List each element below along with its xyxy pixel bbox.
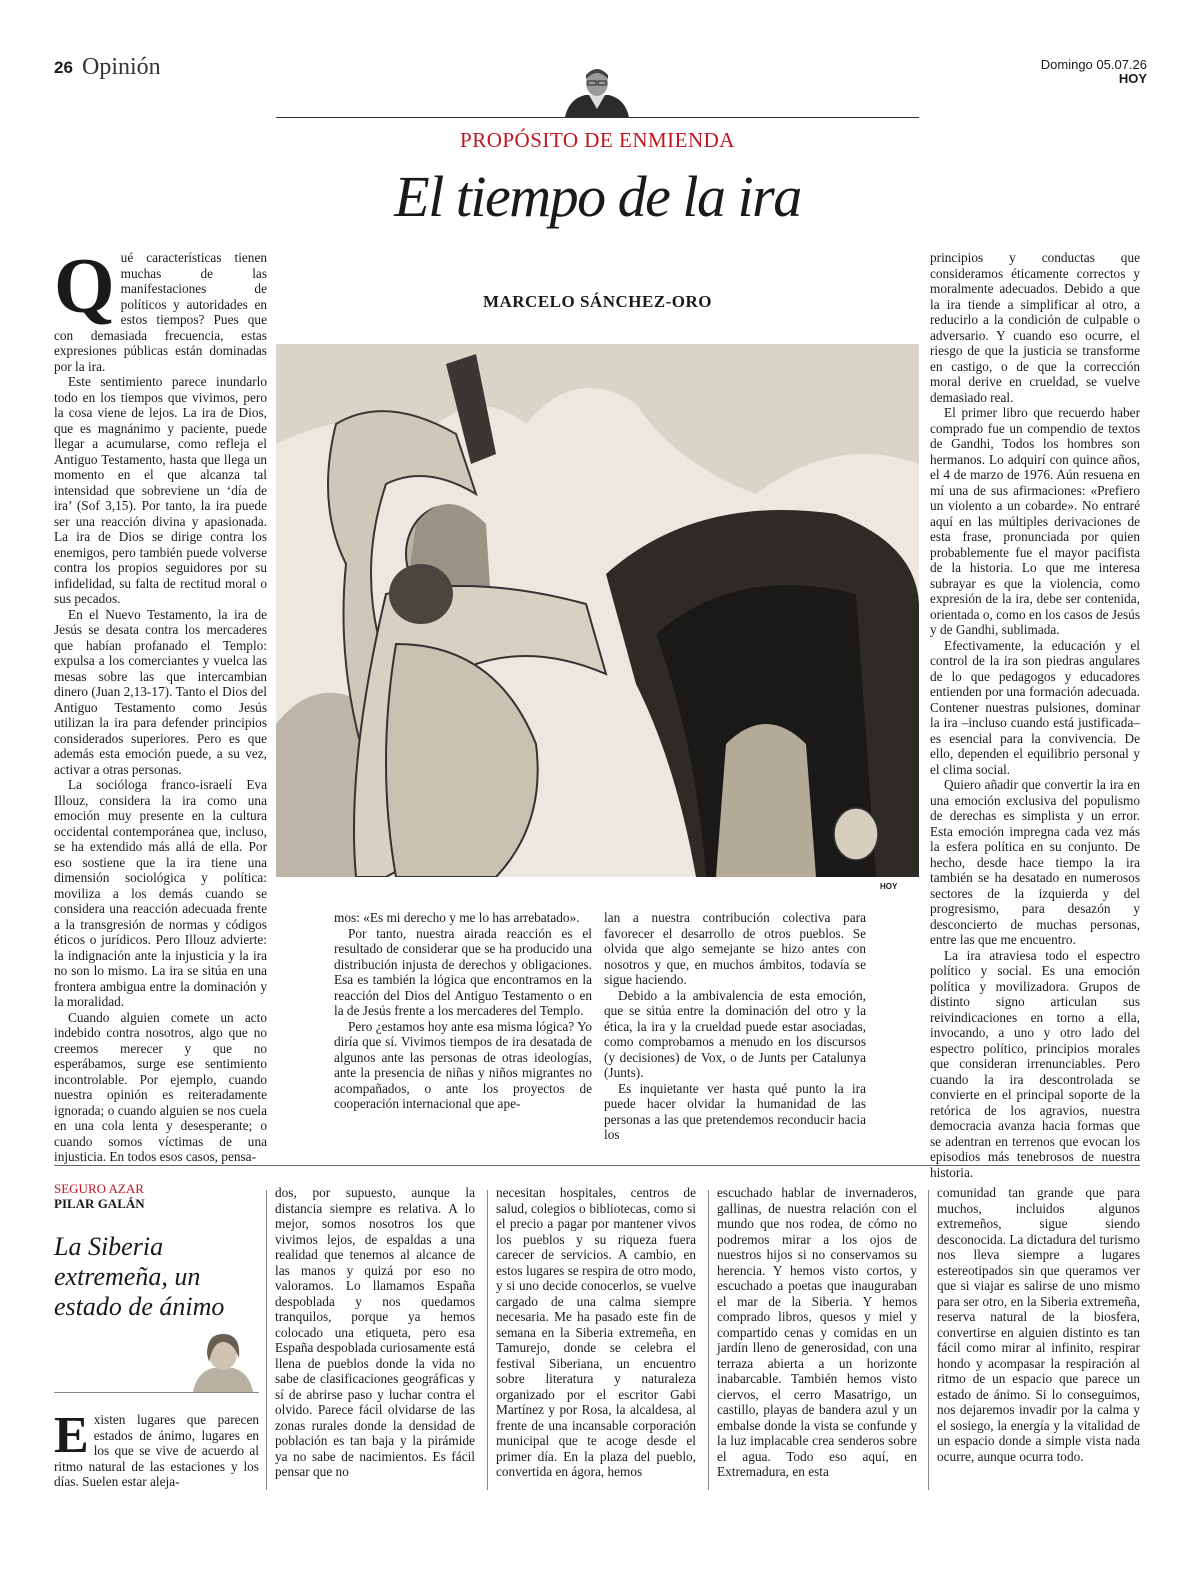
article-column-1: [54, 242, 267, 1165]
author-photo: [187, 1328, 259, 1392]
issue-date: Domingo 05.07.26: [1040, 57, 1147, 72]
second-kicker: SEGURO AZAR: [54, 1181, 144, 1196]
column-rule: [708, 1190, 709, 1490]
paragraph: principios y conductas que consideramos éticamente correctos y moralmente adecuados. Debido a que la ira tiende a simplificar al otro, a reducirlo a la condición de culpable o adversario. Y cuando eso ocurre, el riesgo de que la justicia se transforme en castigo, o de que la corrección moral derive en crueldad, se vuelve demasiado real.: [930, 250, 1140, 405]
paragraph: Por tanto, nuestra airada reacción es el resultado de considerar que se ha producido una distribución injusta de derechos y obligaciones. Esa es también la lógica que encontramos en la reacción del Dios del Antiguo Testamento o en la de Jesús frente a los mercaderes del Templo.: [334, 925, 592, 1018]
article-author: MARCELO SÁNCHEZ-ORO: [482, 292, 713, 311]
paragraph: Pero ¿estamos hoy ante esa misma lógica? Yo diría que sí. Vivimos tiempos de ira desatada de algunos ante las personas de otras ideologías, ante la presencia de niñas y niños migrantes no acompañados, o ante los proyectos de cooperación internacional que ape-: [334, 1018, 592, 1111]
paragraph: En el Nuevo Testamento, la ira de Jesús se desata contra los mercaderes que habían profanado el Templo: expulsa a los comerciantes y vuelca las mesas sobre las que intercambian dinero (Juan 2,13-17). Tanto el Dios del Antiguo Testamento como Jesús utilizan la ira para defender principios considerados superiores. Pero es que además esta emoción puede, a su vez, activar a otras personas.: [54, 606, 267, 777]
paper-name: HOY: [1118, 71, 1147, 86]
paragraph: Este sentimiento parece inundarlo todo en los tiempos que vivimos, pero la cosa viene de lejos. La ira de Dios, que es magnánimo y paciente, puede llegar a acumularse, como refleja el Antiguo Testamento, hasta que llega un momento en el que alcanza tal intensidad que sobreviene un ‘día de ira’ (Sof 3,15). Por tanto, la ira puede ser una reacción divina y apasionada. La ira de Dios se dirige contra los enemigos, pero también puede volverse contra los propios seguidores por su infidelidad, su falta de rectitud moral o sus pecados.: [54, 374, 267, 606]
article-headline: El tiempo de la ira: [394, 164, 801, 229]
paragraph: lan a nuestra contribución colectiva para favorecer el desarrollo de otros pueblos. Se olvida que algo semejante se hizo antes con nosotros y que, en muchos ámbitos, todavía se sigue haciendo.: [604, 910, 866, 987]
article-kicker: PROPÓSITO DE ENMIENDA: [460, 128, 735, 152]
photo-rule: [54, 1392, 259, 1393]
column-rule: [928, 1190, 929, 1490]
header-rule: [276, 117, 919, 118]
date-block: [1041, 58, 1147, 86]
drop-cap: E: [54, 1407, 89, 1464]
paragraph: El primer libro que recuerdo haber comprado fue un compendio de textos de Gandhi, Todos los hombres son hermanos. Lo adquirí con quince años, el 4 de marzo de 1976. Aún resuena en mí una de sus afirmaciones: «Prefiero un violento a un cobarde». No entraré aquí en las múltiples derivaciones de esta frase, pronunciada por quien probablemente fue el mayor pacifista de la historia. Lo que me interesa subrayar es que la violencia, como expresión de la ira, debe ser contenida, orientada o, como en los casos de Jesús y de Gandhi, sublimada.: [930, 405, 1140, 637]
image-credit: HOY: [880, 882, 898, 891]
second-headline: La Siberia extremeña, un estado de ánimo: [54, 1232, 225, 1321]
paragraph: Cuando alguien comete un acto indebido contra nosotros, algo que no creemos merecer y que no esperábamos, surge ese sentimiento incontrolable. Por ejemplo, cuando nuestra opinión es reiteradamente ignorada; o cuando alguien se nos cuela en una cola lenta y desesperante; o cuando somos víctimas de una injusticia. En todos esos casos, pensa-: [54, 1009, 267, 1164]
section-divider: [54, 1165, 1140, 1166]
paragraph: Es inquietante ver hasta qué punto la ira puede hacer olvidar la humanidad de las personas a las que pretendemos reconducir hacia los: [604, 1080, 866, 1142]
article-column-4: [930, 250, 1140, 1180]
section-title: Opinión: [82, 54, 161, 80]
second-column-1: [54, 1407, 259, 1490]
paragraph: mos: «Es mi derecho y me lo has arrebatado».: [334, 910, 580, 925]
paragraph: Quiero añadir que convertir la ira en una emoción exclusiva del populismo de derechas es simplista y un error. Esta emoción impregna cada vez más la esfera política en su conjunto. De hecho, desde hace tiempo la ira también se ha desatado en numerosos sectores de la izquierda y del progresismo, para desazón y desconcierto de muchas personas, entre las que me encuentro.: [930, 777, 1140, 947]
author-portrait: [557, 65, 637, 117]
paragraph: comunidad tan grande que para muchos, incluidos algunos extremeños, sigue siendo desconocida. La dictadura del turismo nos lleva siempre a lugares estereotipados sin que queramos ver que si viajar es salirse de uno mismo para ser otro, en la Siberia extremeña, reserva natural de la biosfera, convertirse en alguien distinto es tan fácil como mirar al infinito, respirar hondo y acompasar la respiración al ritmo de un espacio que parece un estado de ánimo. Si lo conseguimos, nos dejaremos invadir por la calma y el sosiego, la energía y la vitalidad de un espacio donde a simple vista nada ocurre, aunque ocurra todo.: [937, 1185, 1140, 1464]
paragraph: La socióloga franco-israelí Eva Illouz, considera la ira como una emoción muy presente en la cultura occidental contemporánea que, incluso, se ha extendido más allá de ella. Por eso sostiene que la ira tiene una dimensión sociológica y política: moviliza a los demás cuando se considera una reacción adecuada frente a la transgresión de normas y códigos éticos o jurídicos. Pero Illouz advierte: la indignación ante la injusticia y la ira no son lo mismo. La ira se sitúa en una frontera ambigua entre la dominación y la moralidad.: [54, 777, 267, 1009]
drop-cap: Q: [54, 242, 115, 329]
second-column-5: [937, 1185, 1140, 1464]
second-author: PILAR GALÁN: [54, 1196, 145, 1211]
paragraph: escuchado hablar de invernaderos, gallinas, de nuestra relación con el mundo que nos rodea, de cómo no podremos mirar a los ojos de nuestros hijos si no conservamos su herencia. Y hemos visto cortos, y escuchado a poetas que inauguraban el mar de la Siberia. Y hemos comprado libros, quesos y miel y compartido cenas y comidas en un jardín lleno de generosidad, con una terraza abierta a un horizonte inabarcable. También hemos visto ciervos, el cerro Masatrigo, un castillo, playas de bandera azul y un embalse donde la vista se confunde y la luz implacable crea senderos sobre el agua. Todo eso aquí, en Extremadura, en esta: [717, 1185, 917, 1479]
paragraph: La ira atraviesa todo el espectro político y social. Es una emoción política y movilizadora. Grupos de distinto signo articulan sus reivindicaciones en torno a ella, invocando, a uno y otro lado del espectro político, principios morales que consideran irrenunciables. Pero cuando la ira descontrolada se convierte en el principal soporte de la retórica de los agravios, nuestra democracia avanza hacia formas que se adentran en terrenos que evocan los episodios más tenebrosos de nuestra historia.: [930, 947, 1140, 1180]
column-rule: [487, 1190, 488, 1490]
column-rule: [266, 1190, 267, 1490]
paragraph: dos, por supuesto, aunque la distancia siempre es relativa. A lo mejor, somos nosotros los que vivimos lejos, de espaldas a una realidad que tenemos al alcance de las manos y quizá por eso no valoramos. Lo llamamos España despoblada y nos quedamos tranquilos, porque ya hemos colocado una etiqueta, pero esa España despoblada curiosamente está llena de pueblos donde la vida no sabe de clasificaciones geográficas y sí de abrirse paso y luchar contra el olvido. Parece fácil olvidarse de las zonas rurales donde la densidad de población es tan baja y la pirámide ya no sabe de nacimientos. Es fácil pensar que no: [275, 1185, 475, 1479]
paragraph: xisten lugares que parecen estados de ánimo, lugares en los que se vive de acuerdo al ritmo natural de las estaciones y los días. Suelen estar aleja-: [54, 1412, 259, 1489]
paragraph: Efectivamente, la educación y el control de la ira son piedras angulares de lo que pedagogos y educadores entienden por una formación adecuada. Contener nuestras pulsiones, dominar la ira –incluso cuando está justificada– es esencial para la convivencia. De ello, dependen el equilibrio personal y el clima social.: [930, 637, 1140, 777]
second-column-3: [496, 1185, 696, 1480]
article-illustration: [276, 344, 919, 877]
paragraph: necesitan hospitales, centros de salud, colegios o bibliotecas, como si el precio a pagar por mantener vivos los pueblos y su riqueza fuera carecer de servicios. A cambio, en estos lugares se respira de otro modo, y si uno decide conocerlos, se vuelve cargado de una calma siempre necesaria. Me ha pasado este fin de semana en la Siberia extremeña, en Tamurejo, donde se celebra el festival Siberiana, un encuentro sobre literatura y naturaleza organizado por el escritor Gabi Martínez y por Rosa, la alcaldesa, al frente de una incansable corporación municipal que te acoge desde el primer día. En la plaza del pueblo, convertida en ágora, hemos: [496, 1185, 696, 1479]
page-number: 26: [54, 58, 73, 77]
paragraph: Debido a la ambivalencia de esta emoción, que se sitúa entre la dominación del otro y la ética, la ira y la crueldad puede estar asociadas, como comprobamos a menudo en los discursos (y decisiones) de Vox, o de Junts per Catalunya (Junts).: [604, 987, 866, 1080]
second-column-2: [275, 1185, 475, 1480]
article-column-3: [604, 910, 866, 1143]
article-column-2: [334, 910, 592, 1112]
paragraph: ué características tienen muchas de las manifestaciones de políticos y autoridades en estos tiempos? Pues que con demasiada frecuencia, estas expresiones públicas están dominadas por la ira.: [54, 250, 267, 374]
second-column-4: [717, 1185, 917, 1480]
